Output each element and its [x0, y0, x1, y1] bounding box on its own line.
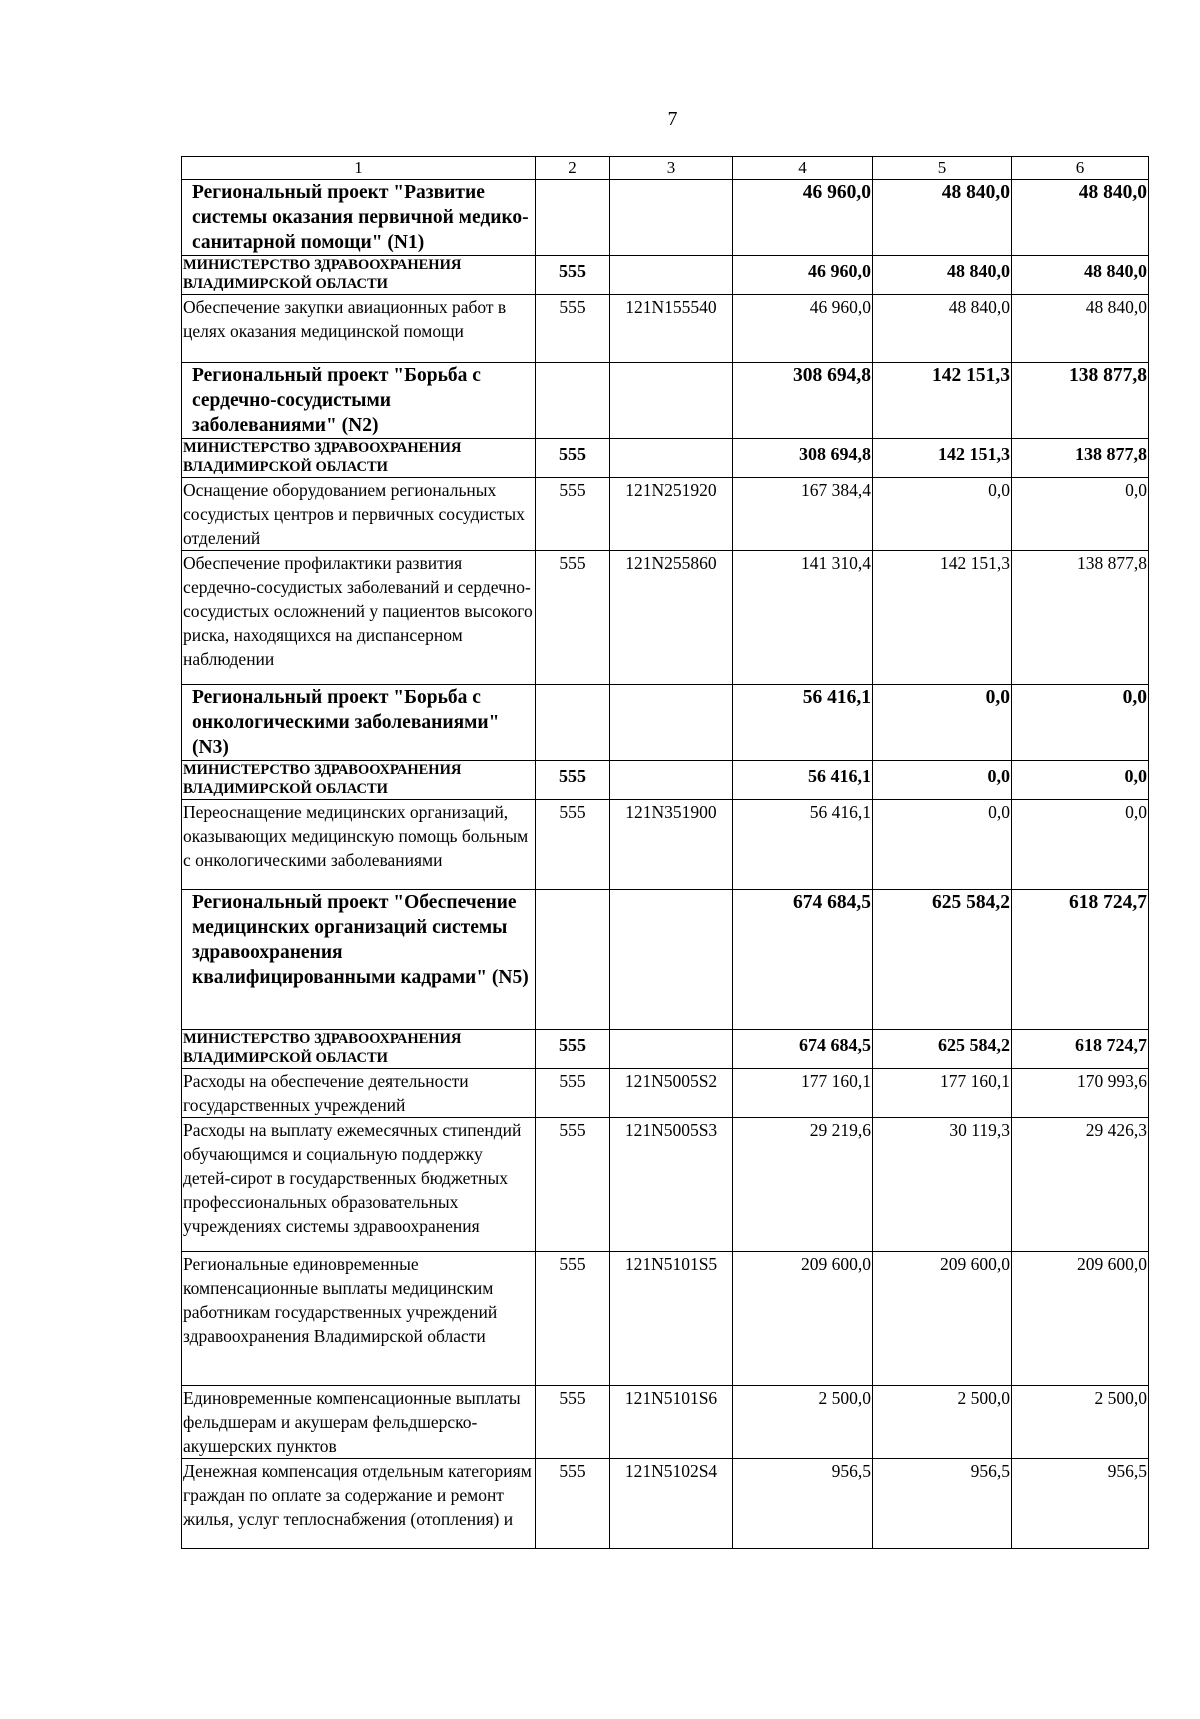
row-code-cell: 555 — [536, 256, 610, 295]
row-name-cell: МИНИСТЕРСТВО ЗДРАВООХРАНЕНИЯ ВЛАДИМИРСКОЙ ОБЛАСТИ — [182, 1030, 536, 1069]
row-name-cell: Региональный проект "Развитие системы оказания первичной медико-санитарной помощи" (N1) — [182, 180, 536, 256]
project-row — [182, 363, 1149, 439]
row-article-cell: 121N5102S4 — [610, 1459, 733, 1549]
row-name-cell: Обеспечение закупки авиационных работ в целях оказания медицинской помощи — [182, 295, 536, 363]
row-code-cell — [536, 685, 610, 761]
row-code-cell: 555 — [536, 1069, 610, 1118]
row-value-cell: 177 160,1 — [733, 1069, 873, 1118]
row-code-cell: 555 — [536, 1459, 610, 1549]
row-value-cell: 956,5 — [873, 1459, 1012, 1549]
row-article-cell — [610, 685, 733, 761]
row-value-cell: 177 160,1 — [873, 1069, 1012, 1118]
row-code-cell: 555 — [536, 551, 610, 685]
project-row — [182, 685, 1149, 761]
column-header: 5 — [873, 157, 1012, 180]
row-value-cell: 625 584,2 — [873, 890, 1012, 1030]
column-header: 3 — [610, 157, 733, 180]
row-value-cell: 56 416,1 — [733, 761, 873, 800]
row-name-cell: Оснащение оборудованием региональных сосудистых центров и первичных сосудистых отделений — [182, 478, 536, 551]
row-value-cell: 56 416,1 — [733, 800, 873, 890]
row-code-cell: 555 — [536, 478, 610, 551]
row-value-cell: 308 694,8 — [733, 363, 873, 439]
row-value-cell: 209 600,0 — [1012, 1252, 1149, 1386]
row-article-cell: 121N5101S6 — [610, 1386, 733, 1459]
row-code-cell — [536, 890, 610, 1030]
row-article-cell — [610, 256, 733, 295]
row-value-cell: 167 384,4 — [733, 478, 873, 551]
row-value-cell: 30 119,3 — [873, 1118, 1012, 1252]
row-value-cell: 674 684,5 — [733, 1030, 873, 1069]
row-name-cell: МИНИСТЕРСТВО ЗДРАВООХРАНЕНИЯ ВЛАДИМИРСКОЙ ОБЛАСТИ — [182, 256, 536, 295]
row-value-cell: 618 724,7 — [1012, 890, 1149, 1030]
row-code-cell: 555 — [536, 1030, 610, 1069]
row-value-cell: 2 500,0 — [733, 1386, 873, 1459]
row-name-cell: Расходы на обеспечение деятельности государственных учреждений — [182, 1069, 536, 1118]
row-value-cell: 48 840,0 — [1012, 256, 1149, 295]
row-name-cell: МИНИСТЕРСТВО ЗДРАВООХРАНЕНИЯ ВЛАДИМИРСКОЙ ОБЛАСТИ — [182, 439, 536, 478]
row-value-cell: 0,0 — [1012, 800, 1149, 890]
row-value-cell: 29 219,6 — [733, 1118, 873, 1252]
row-value-cell: 138 877,8 — [1012, 439, 1149, 478]
row-code-cell: 555 — [536, 1118, 610, 1252]
ministry-row — [182, 761, 1149, 800]
row-value-cell: 46 960,0 — [733, 295, 873, 363]
column-header: 1 — [182, 157, 536, 180]
row-value-cell: 48 840,0 — [1012, 295, 1149, 363]
row-article-cell: 121N251920 — [610, 478, 733, 551]
row-value-cell: 29 426,3 — [1012, 1118, 1149, 1252]
row-article-cell — [610, 761, 733, 800]
row-name-cell: МИНИСТЕРСТВО ЗДРАВООХРАНЕНИЯ ВЛАДИМИРСКОЙ ОБЛАСТИ — [182, 761, 536, 800]
row-article-cell — [610, 439, 733, 478]
row-value-cell: 956,5 — [733, 1459, 873, 1549]
row-name-cell: Региональные единовременные компенсационные выплаты медицинским работникам государственных учреждений здравоохранения Владимирской области — [182, 1252, 536, 1386]
column-header: 4 — [733, 157, 873, 180]
row-value-cell: 209 600,0 — [733, 1252, 873, 1386]
row-value-cell: 0,0 — [1012, 478, 1149, 551]
header-row — [182, 157, 1149, 180]
item-row — [182, 1069, 1149, 1118]
item-row — [182, 1252, 1149, 1386]
row-value-cell: 142 151,3 — [873, 363, 1012, 439]
row-value-cell: 138 877,8 — [1012, 551, 1149, 685]
project-row — [182, 180, 1149, 256]
row-code-cell: 555 — [536, 295, 610, 363]
row-value-cell: 141 310,4 — [733, 551, 873, 685]
row-value-cell: 46 960,0 — [733, 180, 873, 256]
row-article-cell: 121N5101S5 — [610, 1252, 733, 1386]
row-value-cell: 142 151,3 — [873, 551, 1012, 685]
row-value-cell: 209 600,0 — [873, 1252, 1012, 1386]
row-name-cell: Переоснащение медицинских организаций, оказывающих медицинскую помощь больным с онкологическими заболеваниями — [182, 800, 536, 890]
row-name-cell: Региональный проект "Обеспечение медицинских организаций системы здравоохранения квалифицированными кадрами" (N5) — [182, 890, 536, 1030]
row-code-cell: 555 — [536, 761, 610, 800]
row-value-cell: 56 416,1 — [733, 685, 873, 761]
row-code-cell: 555 — [536, 1386, 610, 1459]
row-article-cell: 121N351900 — [610, 800, 733, 890]
row-name-cell: Региональный проект "Борьба с онкологическими заболеваниями" (N3) — [182, 685, 536, 761]
row-article-cell — [610, 890, 733, 1030]
row-code-cell: 555 — [536, 800, 610, 890]
row-value-cell: 48 840,0 — [1012, 180, 1149, 256]
item-row — [182, 478, 1149, 551]
row-article-cell: 121N255860 — [610, 551, 733, 685]
row-name-cell: Денежная компенсация отдельным категориям граждан по оплате за содержание и ремонт жилья, услуг теплоснабжения (отопления) и — [182, 1459, 536, 1549]
column-header: 6 — [1012, 157, 1149, 180]
row-name-cell: Расходы на выплату ежемесячных стипендий обучающимся и социальную поддержку детей-сирот в государственных бюджетных профессиональных образовательных учреждениях системы здравоохранения — [182, 1118, 536, 1252]
row-value-cell: 0,0 — [873, 478, 1012, 551]
column-header: 2 — [536, 157, 610, 180]
project-row — [182, 890, 1149, 1030]
item-row — [182, 1459, 1149, 1549]
row-value-cell: 0,0 — [1012, 685, 1149, 761]
row-name-cell: Обеспечение профилактики развития сердечно-сосудистых заболеваний и сердечно-сосудистых осложнений у пациентов высокого риска, находящихся на диспансерном наблюдении — [182, 551, 536, 685]
row-value-cell: 48 840,0 — [873, 295, 1012, 363]
row-article-cell — [610, 363, 733, 439]
row-value-cell: 625 584,2 — [873, 1030, 1012, 1069]
row-code-cell: 555 — [536, 439, 610, 478]
row-value-cell: 2 500,0 — [1012, 1386, 1149, 1459]
item-row — [182, 800, 1149, 890]
row-code-cell — [536, 363, 610, 439]
row-value-cell: 138 877,8 — [1012, 363, 1149, 439]
row-value-cell: 0,0 — [873, 685, 1012, 761]
row-value-cell: 618 724,7 — [1012, 1030, 1149, 1069]
budget-table — [181, 156, 1149, 1549]
ministry-row — [182, 439, 1149, 478]
row-value-cell: 956,5 — [1012, 1459, 1149, 1549]
row-article-cell — [610, 180, 733, 256]
row-value-cell: 0,0 — [1012, 761, 1149, 800]
row-name-cell: Региональный проект "Борьба с сердечно-сосудистыми заболеваниями" (N2) — [182, 363, 536, 439]
row-value-cell: 48 840,0 — [873, 180, 1012, 256]
row-article-cell: 121N155540 — [610, 295, 733, 363]
ministry-row — [182, 256, 1149, 295]
row-article-cell: 121N5005S2 — [610, 1069, 733, 1118]
row-value-cell: 308 694,8 — [733, 439, 873, 478]
item-row — [182, 295, 1149, 363]
row-value-cell: 0,0 — [873, 800, 1012, 890]
row-article-cell — [610, 1030, 733, 1069]
ministry-row — [182, 1030, 1149, 1069]
row-code-cell: 555 — [536, 1252, 610, 1386]
row-value-cell: 674 684,5 — [733, 890, 873, 1030]
row-article-cell: 121N5005S3 — [610, 1118, 733, 1252]
row-value-cell: 2 500,0 — [873, 1386, 1012, 1459]
item-row — [182, 1118, 1149, 1252]
row-code-cell — [536, 180, 610, 256]
row-value-cell: 48 840,0 — [873, 256, 1012, 295]
row-value-cell: 170 993,6 — [1012, 1069, 1149, 1118]
item-row — [182, 551, 1149, 685]
row-name-cell: Единовременные компенсационные выплаты фельдшерам и акушерам фельдшерско-акушерских пунктов — [182, 1386, 536, 1459]
row-value-cell: 142 151,3 — [873, 439, 1012, 478]
row-value-cell: 46 960,0 — [733, 256, 873, 295]
row-value-cell: 0,0 — [873, 761, 1012, 800]
page-number: 7 — [667, 108, 678, 130]
item-row — [182, 1386, 1149, 1459]
